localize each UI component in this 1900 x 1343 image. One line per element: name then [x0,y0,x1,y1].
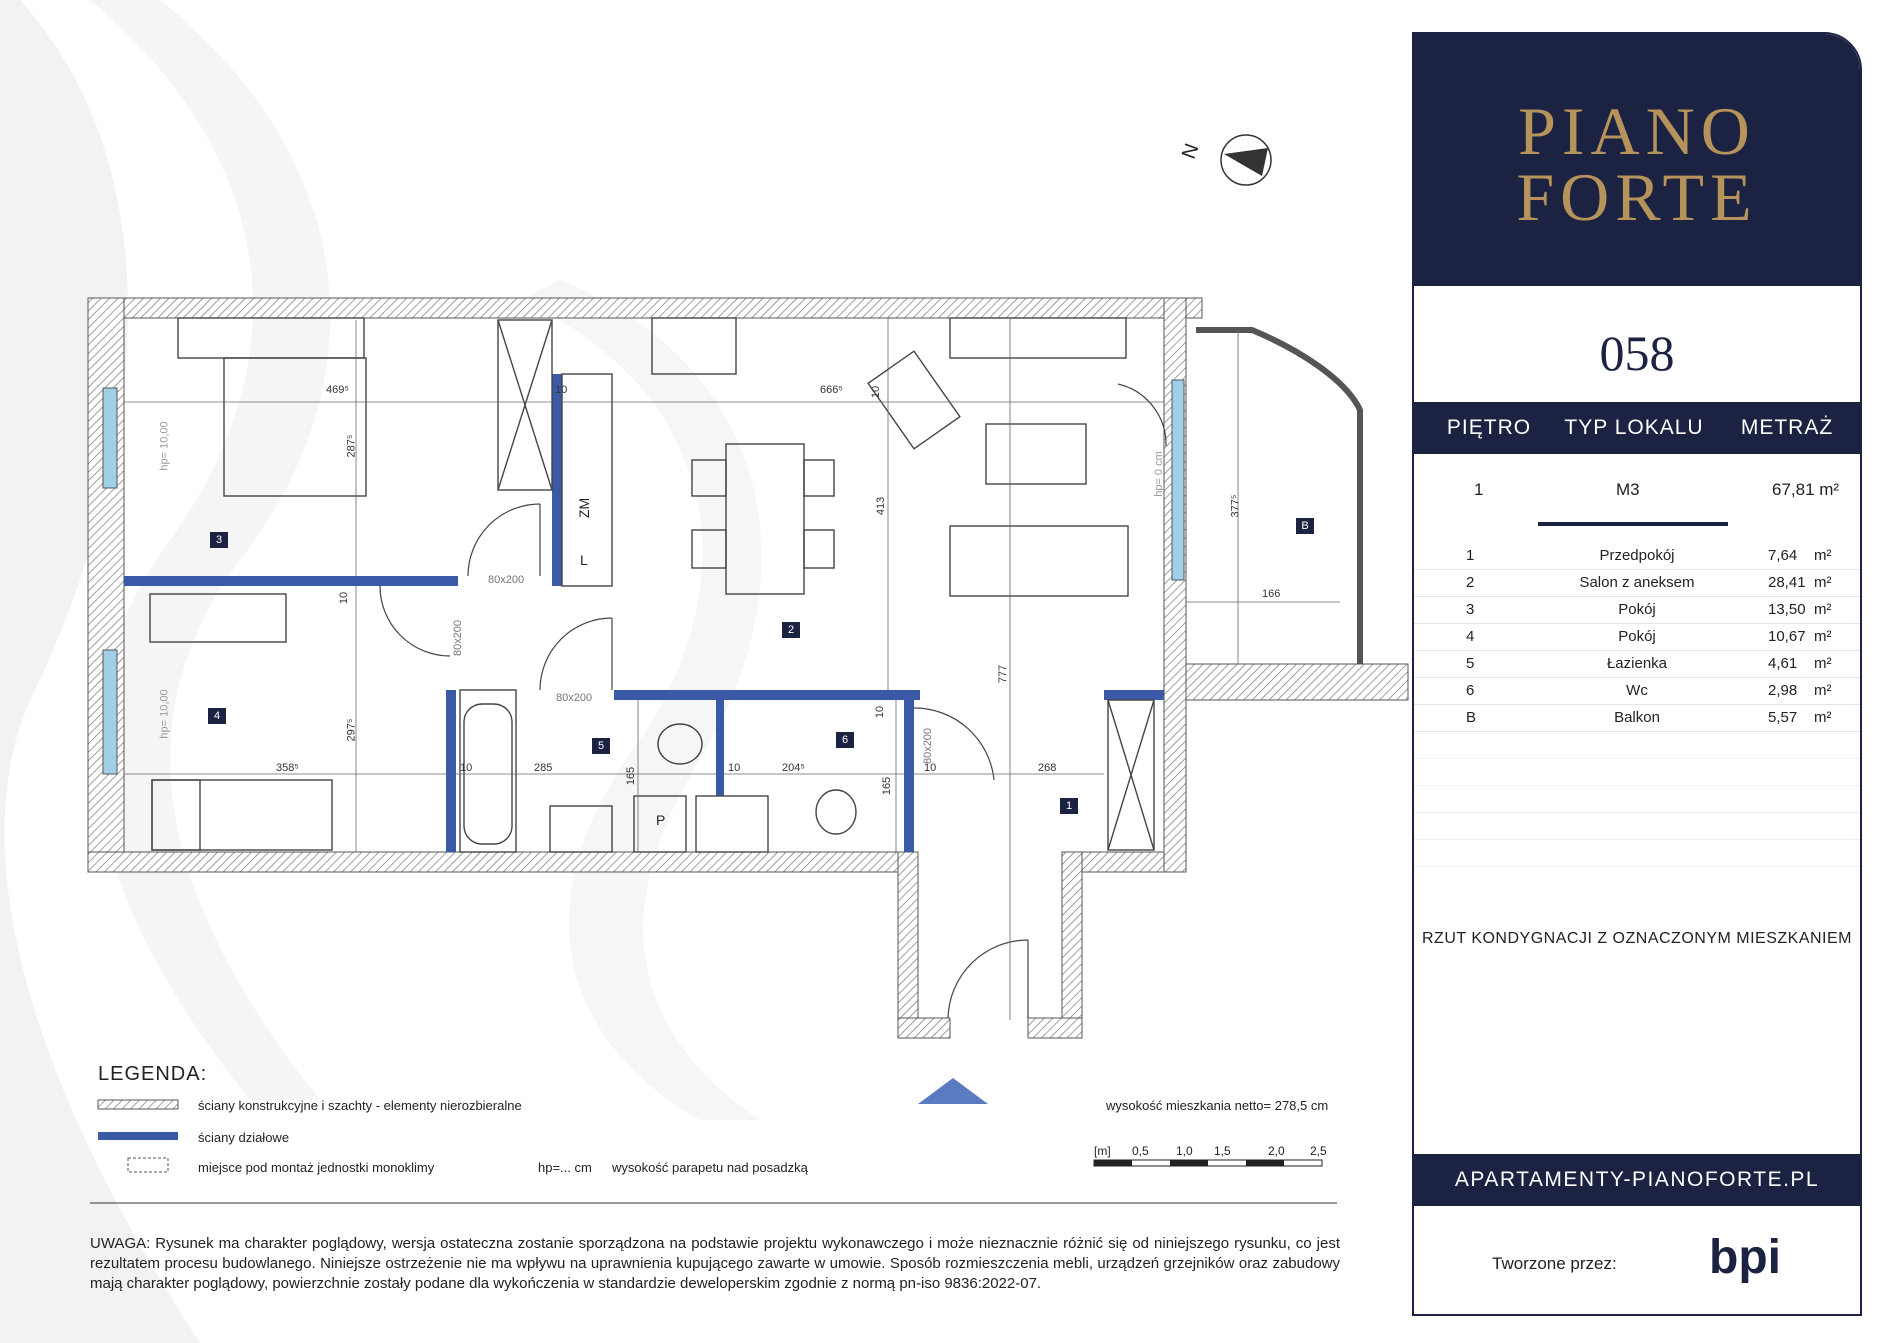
brand-line2: FORTE [1516,159,1758,235]
summary-header [1414,402,1860,454]
dimension-label: 166 [1262,588,1281,600]
room-unit: m² [1814,547,1832,564]
room-row [1414,542,1860,570]
dimension-label: 165 [881,776,894,796]
room-row-empty [1414,839,1860,867]
dimension-label: 10 [338,591,351,605]
legend-structural: ściany konstrukcyjne i szachty - elementy nierozbieralne [198,1098,522,1113]
room-unit: m² [1814,682,1832,699]
room-name: Łazienka [1606,655,1668,672]
dimension-label: 10 [874,705,887,719]
room-unit: m² [1814,628,1832,645]
room-area: 2,98 [1768,682,1798,699]
dimension-label: 10 [728,762,741,774]
room-row [1414,677,1860,705]
room-tag: 6 [836,732,854,748]
dimension-label: 10 [924,762,937,774]
legend-title: LEGENDA: [98,1063,208,1085]
room-tag: 2 [782,622,800,638]
room-number: 1 [1466,547,1475,564]
summary-underline [1538,522,1728,526]
room-tag: 3 [210,532,228,548]
disclaimer-note: UWAGA: Rysunek ma charakter poglądowy, wersja ostateczna zostanie sporządzona na podstawie projektu wykonawczego i może nieznacznie różnić się od niniejszego rysunku, co jest rezultatem procesu budowlanego. Niniejsze ostrzeżenie nie ma wpływu na uprawnienia kupującego zawarte w umowie. Sposób rozmieszczenia mebli, urządzeń grzejników oraz zabudowy mają charakter poglądowy, powierzchnie zostały podane dla wykończenia w standardzie deweloperskim zgodnie z normą pn-iso 9836:2022-07. [90,1235,1340,1292]
dimension-label: 297⁵ [345,718,358,742]
room-row [1414,596,1860,624]
dimension-label: 10 [555,384,568,396]
dimension-label: 10 [870,385,883,399]
room-unit: m² [1814,655,1832,672]
room-area: 10,67 [1768,628,1806,645]
legend-ac: miejsce pod montaż jednostki monoklimy [198,1160,435,1175]
room-number: 4 [1466,628,1475,645]
legend-hp-desc: wysokość parapetu nad posadzką [612,1160,808,1175]
dimension-label: 10 [460,762,473,774]
scale-tick: 2,0 [1268,1144,1285,1158]
fixture-label: L [580,552,588,568]
floorplan-title: RZUT KONDYGNACJI Z OZNACZONYM MIESZKANIEM [1422,930,1852,947]
dimension-label: 287⁵ [345,434,358,458]
legend-hp-label: hp=... cm [538,1160,592,1175]
room-name: Balkon [1614,709,1660,726]
type-value: M3 [1616,480,1640,499]
scale-tick: 1,5 [1214,1144,1231,1158]
apartment-number: 058 [1599,325,1675,381]
dimension-label: 377⁵ [1229,494,1242,518]
room-area: 5,57 [1768,709,1798,726]
door-size-label: 80x200 [488,574,525,586]
developer-logo: bpi [1709,1231,1781,1284]
area-value: 67,81 m² [1772,480,1840,499]
sill-height-label: hp= 0 cm [1152,451,1165,497]
info-panel [1412,32,1862,1316]
room-row [1414,650,1860,678]
room-number: 2 [1466,574,1475,591]
brand-header [1414,34,1860,286]
scale-tick: 2,5 [1310,1144,1327,1158]
dimension-label: 268 [1038,762,1057,774]
dimension-label: 469⁵ [326,384,349,396]
legend-partition: ściany działowe [198,1130,290,1145]
door-size-label: 80x200 [556,692,593,704]
fixture-label: ZM [576,497,593,519]
door-size-label: 80x200 [922,727,935,765]
website-link[interactable]: APARTAMENTY-PIANOFORTE.PL [1414,1154,1860,1206]
room-area: 4,61 [1768,655,1798,672]
room-area: 7,64 [1768,547,1798,564]
door-size-label: 80x200 [452,619,465,657]
room-tag: B [1296,518,1314,534]
sill-height-label: hp= 10,00 [158,421,171,471]
room-name: Pokój [1618,601,1656,618]
brand-line1: PIANO [1518,93,1756,169]
scale-unit: [m] [1094,1144,1111,1158]
dimension-label: 413 [875,496,888,516]
dimension-label: 204⁵ [782,762,805,774]
north-label: N [1177,140,1204,162]
room-number: 6 [1466,682,1475,699]
room-area: 13,50 [1768,601,1806,618]
created-by-label: Tworzone przez: [1492,1254,1617,1273]
fixture-label: P [656,812,666,828]
room-row-empty [1414,785,1860,813]
room-tag: 1 [1060,798,1078,814]
header-floor: PIĘTRO [1446,416,1532,439]
entrance-arrow [918,1078,988,1104]
room-tag: 5 [592,738,610,754]
scale-tick: 0,5 [1132,1144,1149,1158]
room-number: 5 [1466,655,1475,672]
north-arrow [1221,135,1271,185]
room-row-empty [1414,812,1860,840]
header-type: TYP LOKALU [1564,416,1704,439]
room-row-empty [1414,731,1860,759]
room-number: 3 [1466,601,1475,618]
dimension-label: 165 [625,766,638,786]
legend-swatches [98,1100,178,1172]
floor-value: 1 [1474,480,1484,499]
scale-bar [1094,1160,1322,1166]
dimension-label: 666⁵ [820,384,843,396]
header-area: METRAŻ [1740,416,1834,439]
room-row [1414,704,1860,732]
room-unit: m² [1814,601,1832,618]
room-row [1414,623,1860,651]
room-unit: m² [1814,709,1832,726]
room-name: Salon z aneksem [1579,574,1695,591]
room-unit: m² [1814,574,1832,591]
net-height: wysokość mieszkania netto= 278,5 cm [1106,1098,1329,1113]
dimension-label: 777 [997,664,1010,684]
room-area: 28,41 [1768,574,1806,591]
room-row [1414,569,1860,597]
room-name: Pokój [1618,628,1656,645]
sill-height-label: hp= 10,00 [158,689,171,739]
room-name: Przedpokój [1599,547,1675,564]
room-tag: 4 [208,708,226,724]
room-name: Wc [1626,682,1648,699]
room-row-empty [1414,758,1860,786]
dimension-label: 285 [534,762,553,774]
scale-tick: 1,0 [1176,1144,1193,1158]
dimension-label: 358⁵ [276,762,299,774]
room-number: B [1466,709,1477,726]
